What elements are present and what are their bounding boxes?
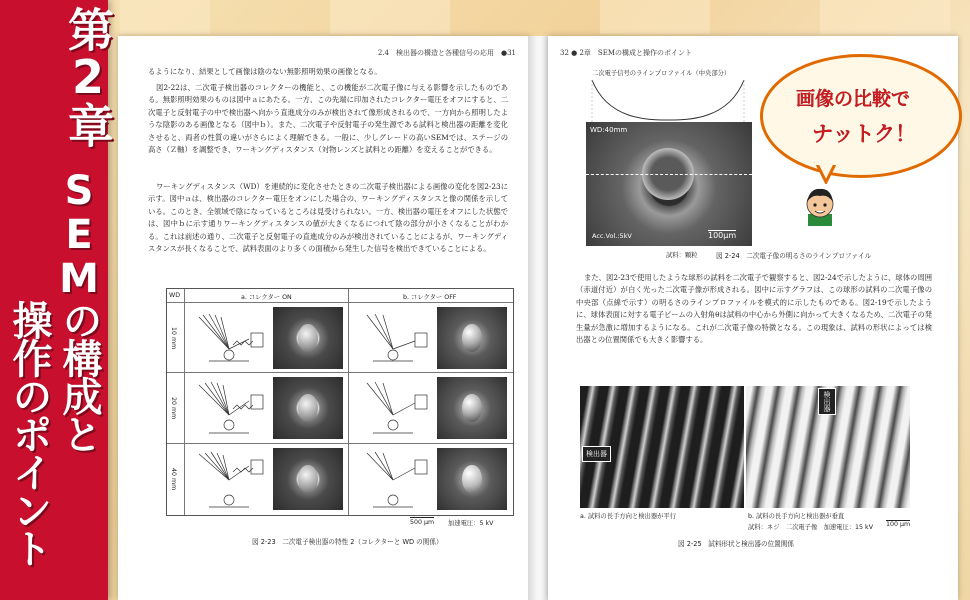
subcaption-b: b. 試料の長手方向と検出器が垂直 <box>748 513 845 520</box>
row-label: 10 mm <box>170 327 177 350</box>
micrograph-b-40mm <box>437 448 507 510</box>
detector-diagram <box>189 309 267 369</box>
micrograph-b-20mm <box>437 377 507 439</box>
chapter-banner <box>0 0 115 600</box>
header-wd: WD <box>169 292 181 299</box>
micrograph-a-10mm <box>273 307 343 369</box>
header-collector-on: a. コレクター ON <box>241 294 292 301</box>
right-paragraph: また、図2-23で使用したような球形の試料を二次電子で観察すると、図2-24で示したように、球体の周囲（赤道付近）が白く光った二次電子像が形成される。図中に示すグラフは、この球形の試料の二次電子像の中央部（点線で示す）の明るさのラインプロファイルを模式的に示したものである。図2-19で示したように、球体表面に対する電子ビームの入射角θは試料の中心から外側に向かって大きくなるため、二次電子の発生量が急激に増加するようになる。これが二次電子像の特徴となる。この現象は、試料の形状によっては検出器との位置関係でも大きく影響する。 <box>576 273 932 345</box>
row-label: 20 mm <box>170 397 177 420</box>
fig25-caption: 図 2-25 試料形状と検出器の位置関係 <box>678 540 794 548</box>
boy-face-illustration <box>800 184 840 226</box>
bg-tile <box>820 0 950 34</box>
screw-image-parallel <box>580 386 744 508</box>
line-profile-label: 二次電子信号のラインプロファイル（中央部分） <box>592 70 731 77</box>
banner-title-line1: SEMの構成と <box>56 168 102 452</box>
header-a-cell <box>185 289 349 303</box>
bg-tile <box>600 0 710 34</box>
book-gutter <box>528 36 550 600</box>
micrograph-a-40mm <box>273 448 343 510</box>
paragraph-2: 図2-22は、二次電子検出器のコレクターの機能と、この機能が二次電子像に与える影響を示したものである。無影照明効果のものは図中ａにあたる。一方、この先端に印加されたコレクター電圧をオフにすると、二次電子と反射電子の中で検出器へ向かう直進成分のみが検出されて像形成されるので、一方向から照明したような陰影のある画像となる（図中ｂ）。また、二次電子や反射電子の発生源である試料と検出器の距離を変化させると、両者の性質の違いがさらによく理解できる。一般に、少しグレードの高いSEMでは、ステージの高さ（Ｚ軸）を調整でき、ワーキングディスタンス（対物レンズと試料との距離）を変えることができる。 <box>148 83 508 155</box>
micrograph-a-20mm <box>273 377 343 439</box>
detector-diagram <box>189 379 267 439</box>
sem-wd: WD:40mm <box>590 126 628 134</box>
fig23-caption: 図 2-23 二次電子検出器の特性 2（コレクターと WD の関係） <box>252 538 443 546</box>
subcaption-a: a. 試料の長手方向と検出器が平行 <box>580 513 677 520</box>
header-b-cell <box>349 289 513 303</box>
bubble-text-line2: ナットク！ <box>812 122 917 146</box>
screw-image-perpendicular <box>746 386 910 508</box>
detector-diagram <box>353 450 431 510</box>
bubble-tail <box>812 162 842 184</box>
sample-screw: 試料：ネジ 二次電子像 加速電圧：15 kV <box>748 524 874 531</box>
detector-tag-left: 検出器 <box>582 446 611 462</box>
row-label: 40 mm <box>170 468 177 491</box>
left-page <box>118 36 530 600</box>
chapter-number: 第2章 <box>61 6 115 146</box>
sample-granule: 試料：顆粒 <box>666 252 698 259</box>
paragraph-3: ワーキングディスタンス（WD）を連続的に変化させたときの二次電子検出器による画像の変化を図2-23に示す。図中ａは、検出器のコレクター電圧をオンにした場合の、ワーキングディスタンスと像の関係を示している。このとき、全領域で陰になっているところは見受けられない。一方、検出器の電圧をオフにした状態では、図中ｂに示す通りワーキングディスタンスの値が大きくなるにつれて陰の部分が小さくなることがわかる。これは前述の通り、二次電子と反射電子の直進成分のみが検出されていることによるが、ワーキングディスタンスが長くなることで、試料表面のより多くの面積から発生した信号を検出できていることによる。 <box>148 182 508 254</box>
bg-tile <box>330 0 450 34</box>
fig24-caption: 図 2-24 二次電子像の明るさのラインプロファイル <box>716 252 872 260</box>
header-collector-off: b. コレクター OFF <box>403 294 457 301</box>
detector-diagram <box>353 309 431 369</box>
sem-scale: 100μm <box>708 231 737 240</box>
figure-2-23-table <box>166 288 514 516</box>
row-40mm <box>167 444 185 515</box>
fig25-scale: 100 μm <box>886 521 911 528</box>
fig23-scale: 500 μm <box>410 519 435 526</box>
line-profile-graph <box>588 76 748 124</box>
running-head-left: 2.4 検出器の構造と各種信号の応用 ●31 <box>377 49 516 57</box>
row-20mm <box>167 373 185 444</box>
detector-tag-top: 検出器 <box>818 388 836 415</box>
paragraph-1: るようになり、結果として画像は陰のない無影照明効果の画像となる。 <box>148 67 382 76</box>
sem-voltage: Acc.Vol.:5kV <box>592 232 632 240</box>
detector-diagram <box>353 379 431 439</box>
running-head-right: 32 ● 2章 SEMの構成と操作のポイント <box>560 49 692 57</box>
banner-title-line2: 操作のポイント <box>6 300 52 566</box>
row-10mm <box>167 303 185 373</box>
sem-granule-image <box>586 122 752 246</box>
speech-bubble <box>760 54 962 178</box>
bg-tile <box>120 0 210 34</box>
micrograph-b-10mm <box>437 307 507 369</box>
detector-diagram <box>189 450 267 510</box>
header-wd-cell <box>167 289 185 303</box>
fig23-voltage: 加速電圧：5 kV <box>448 520 494 527</box>
bubble-text-line1: 画像の比較で <box>796 88 911 110</box>
